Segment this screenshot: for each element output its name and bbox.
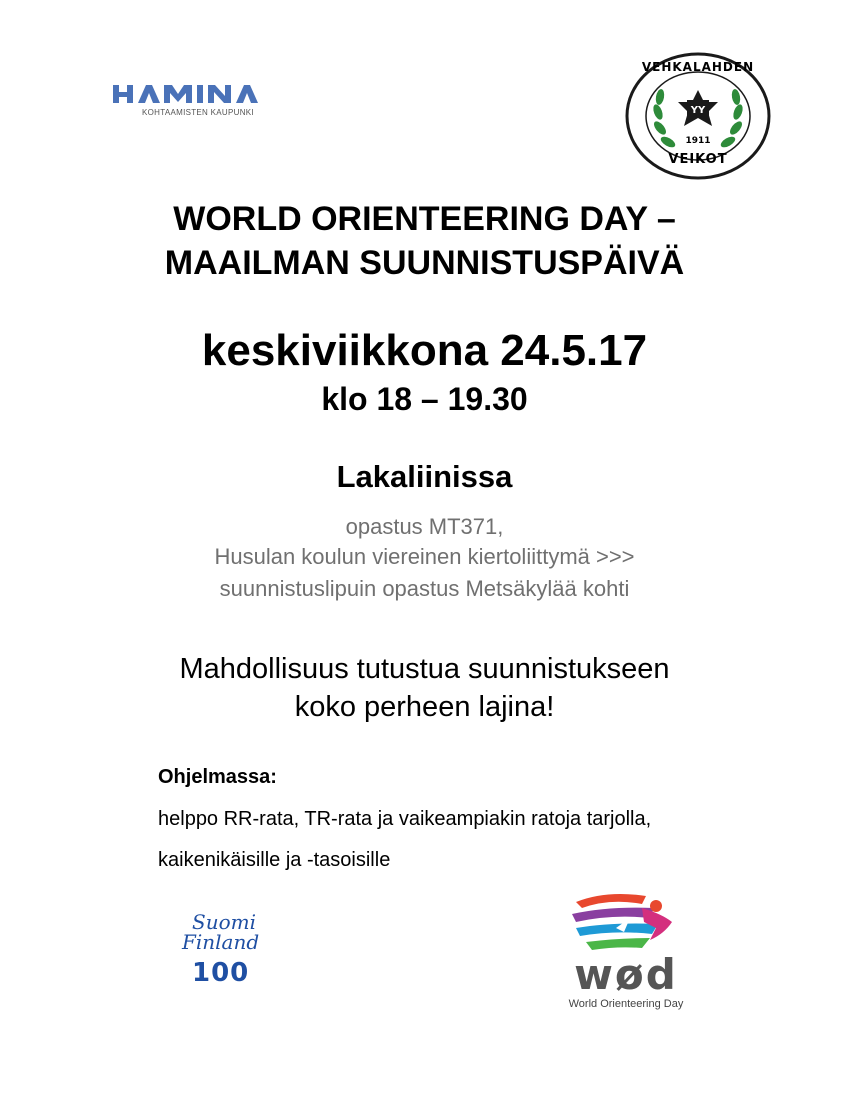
directions-line2: Husulan koulun viereinen kiertoliittymä >>> <box>214 544 635 569</box>
tagline-line2: koko perheen lajina! <box>294 691 555 723</box>
wod-logo <box>546 888 706 1018</box>
wod-wordmark: wød <box>574 950 678 999</box>
vehkalahden-veikot-badge <box>624 52 772 180</box>
tagline-line1: Mahdollisuus tutustua suunnistukseen <box>179 653 670 685</box>
svg-text:YY: YY <box>690 105 706 116</box>
program-heading: Ohjelmassa: <box>158 766 277 788</box>
suomi-finland-100-logo <box>176 910 286 994</box>
finland100-number: 100 <box>192 958 250 988</box>
hamina-logo <box>112 82 284 122</box>
club-year: 1911 <box>685 136 711 146</box>
program-line1: helppo RR-rata, TR-rata ja vaikeampiakin ratoja tarjolla, <box>158 808 652 830</box>
club-top-text: VEHKALAHDEN <box>641 60 755 74</box>
finland100-line1: Suomi <box>192 910 256 934</box>
program-line2: kaikenikäisille ja -tasoisille <box>158 849 391 871</box>
hamina-wordmark-icon <box>112 82 284 106</box>
wod-caption: World Orienteering Day <box>568 998 684 1010</box>
directions-line3: suunnistuslipuin opastus Metsäkylää kohti <box>219 576 630 601</box>
wod-runner-icon <box>546 888 706 958</box>
finland100-line2: Finland <box>182 930 260 954</box>
directions-line1: opastus MT371, <box>345 514 504 539</box>
event-date: keskiviikkona 24.5.17 <box>201 326 648 375</box>
club-bottom-text: VEIKOT <box>668 152 728 167</box>
event-place: Lakaliinissa <box>336 459 513 494</box>
page-title-line2: MAAILMAN SUUNNISTUSPÄIVÄ <box>164 244 685 282</box>
hamina-tagline: KOHTAAMISTEN KAUPUNKI <box>142 108 254 117</box>
event-time: klo 18 – 19.30 <box>321 381 528 417</box>
page-title-line1: WORLD ORIENTEERING DAY – <box>173 200 676 238</box>
